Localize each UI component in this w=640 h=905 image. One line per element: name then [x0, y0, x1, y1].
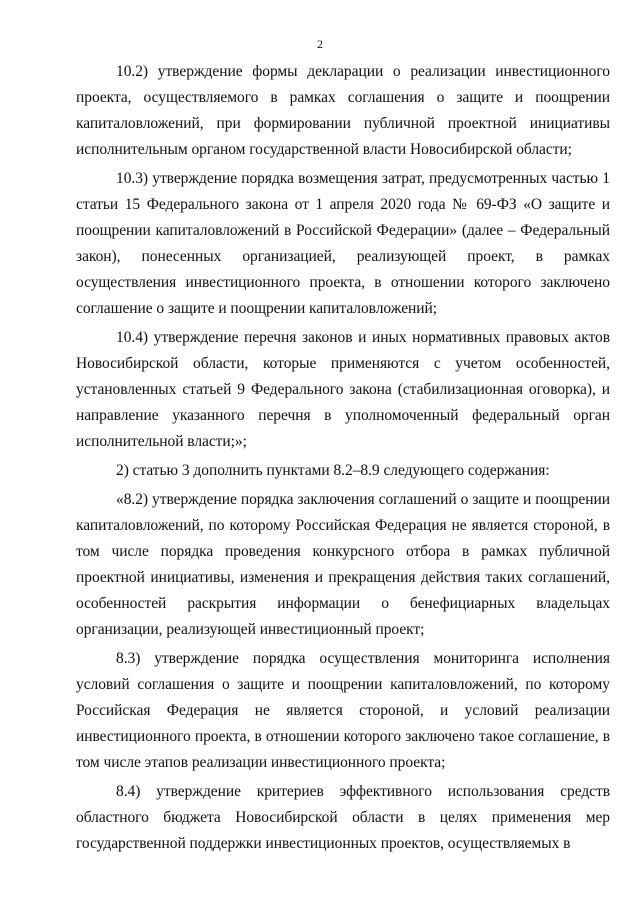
- document-body: [76, 59, 610, 857]
- paragraph-8-4: 8.4) утверждение критериев эффективного использования средств областного бюджета Новосибирской области в целях применения мер государственной поддержки инвестиционных проектов, осуществляемых в: [76, 783, 610, 852]
- paragraph-10-2: 10.2) утверждение формы декларации о реализации инвестиционного проекта, осуществляемого в рамках соглашения о защите и поощрении капиталовложений, при формировании публичной проектной инициативы исполнительным органом государственной власти Новосибирской области;: [76, 63, 610, 158]
- paragraph-8-2: «8.2) утверждение порядка заключения соглашений о защите и поощрении капиталовложений, по которому Российская Федерация не является стороной, в том числе порядка проведения конкурсного отбора в рамках публичной проектной инициативы, изменения и прекращения действия таких соглашений, особенностей раскрытия информации о бенефициарных владельцах организации, реализующей инвестиционный проект;: [76, 491, 610, 638]
- paragraph-10-3: 10.3) утверждение порядка возмещения затрат, предусмотренных частью 1 статьи 15 Федерального закона от 1 апреля 2020 года № 69-ФЗ «О защите и поощрении капиталовложений в Российской Федерации» (далее – Федеральный закон), понесенных организацией, реализующей проект, в рамках осуществления инвестиционного проекта, в отношении которого заключено соглашение о защите и поощрении капиталовложений;: [76, 170, 610, 317]
- paragraph-8-3: 8.3) утверждение порядка осуществления мониторинга исполнения условий соглашения о защите и поощрении капиталовложений, по которому Российская Федерация не является стороной, и условий реализации инвестиционного проекта, в отношении которого заключено такое соглашение, в том числе этапов реализации инвестиционного проекта;: [76, 650, 610, 771]
- paragraph-10-4: 10.4) утверждение перечня законов и иных нормативных правовых актов Новосибирской области, которые применяются с учетом особенностей, установленных статьей 9 Федерального закона (стабилизационная оговорка), и направление указанного перечня в уполномоченный федеральный орган исполнительной власти;»;: [76, 329, 610, 450]
- paragraph-article-3-amendment: 2) статью 3 дополнить пунктами 8.2–8.9 следующего содержания:: [116, 462, 550, 479]
- page-number: 2: [317, 37, 323, 51]
